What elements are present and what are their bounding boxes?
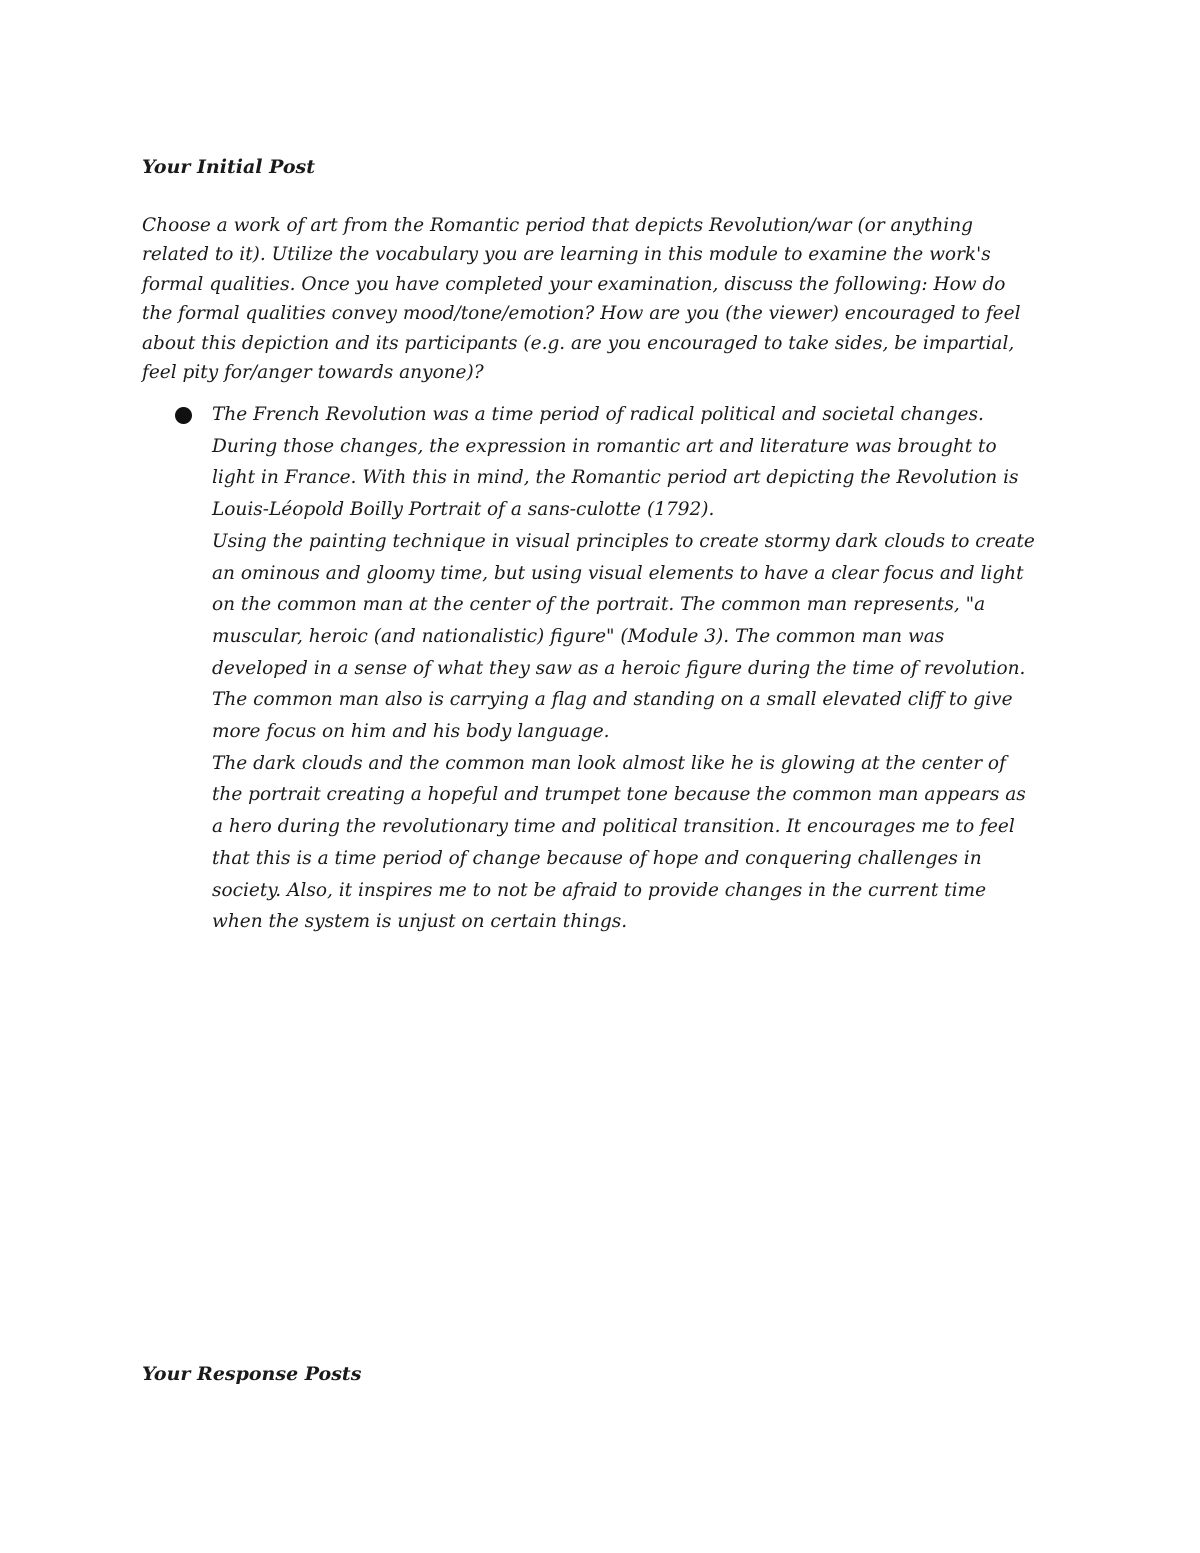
answer-line: Using the painting technique in visual principles to create stormy dark clouds to create [212,530,1035,552]
answer-line: society. Also, it inspires me to not be afraid to provide changes in the current time [212,879,987,901]
answer-line: Louis-Léopold Boilly Portrait of a sans-culotte (1792). [212,499,715,521]
prompt-line: about this depiction and its participants (e.g. are you encouraged to take sides, be impartial, [142,332,1015,354]
prompt-line: feel pity for/anger towards anyone)? [142,362,484,384]
answer-line: The French Revolution was a time period of radical political and societal changes. [212,404,984,425]
answer-line: developed in a sense of what they saw as a heroic figure during the time of revolution. [212,657,1026,679]
answer-line: During those changes, the expression in romantic art and literature was brought to [212,435,997,457]
prompt-line: the formal qualities convey mood/tone/emotion? How are you (the viewer) encouraged to feel [142,303,1021,325]
answer-line: The dark clouds and the common man look almost like he is glowing at the center of [212,752,1006,774]
bullet-dot-icon [175,407,192,424]
answer-line: when the system is unjust on certain things. [212,911,628,933]
answer-line: muscular, heroic (and nationalistic) figure" (Module 3). The common man was [212,625,945,647]
answer-line: that this is a time period of change because of hope and conquering challenges in [212,847,982,869]
response-posts-heading: Your Response Posts [142,1363,362,1385]
answer-line: The common man also is carrying a flag and standing on a small elevated cliff to give [212,689,1013,711]
prompt-line: Choose a work of art from the Romantic period that depicts Revolution/war (or anything [142,215,973,236]
answer-line: light in France. With this in mind, the Romantic period art depicting the Revolution is [212,467,1019,489]
answer-text [212,399,1035,938]
prompt-line: formal qualities. Once you have completed your examination, discuss the following: How do [142,273,1006,295]
answer-line: more focus on him and his body language. [212,721,610,743]
answer-line: the portrait creating a hopeful and trumpet tone because the common man appears as [212,784,1026,806]
answer-line: on the common man at the center of the portrait. The common man represents, "a [212,594,986,616]
answer-line: an ominous and gloomy time, but using visual elements to have a clear focus and light [212,562,1024,584]
assignment-prompt [142,211,1067,387]
initial-post-heading: Your Initial Post [142,156,316,178]
prompt-line: related to it). Utilize the vocabulary you are learning in this module to examine the work's [142,244,991,266]
answer-line: a hero during the revolutionary time and political transition. It encourages me to feel [212,816,1015,838]
